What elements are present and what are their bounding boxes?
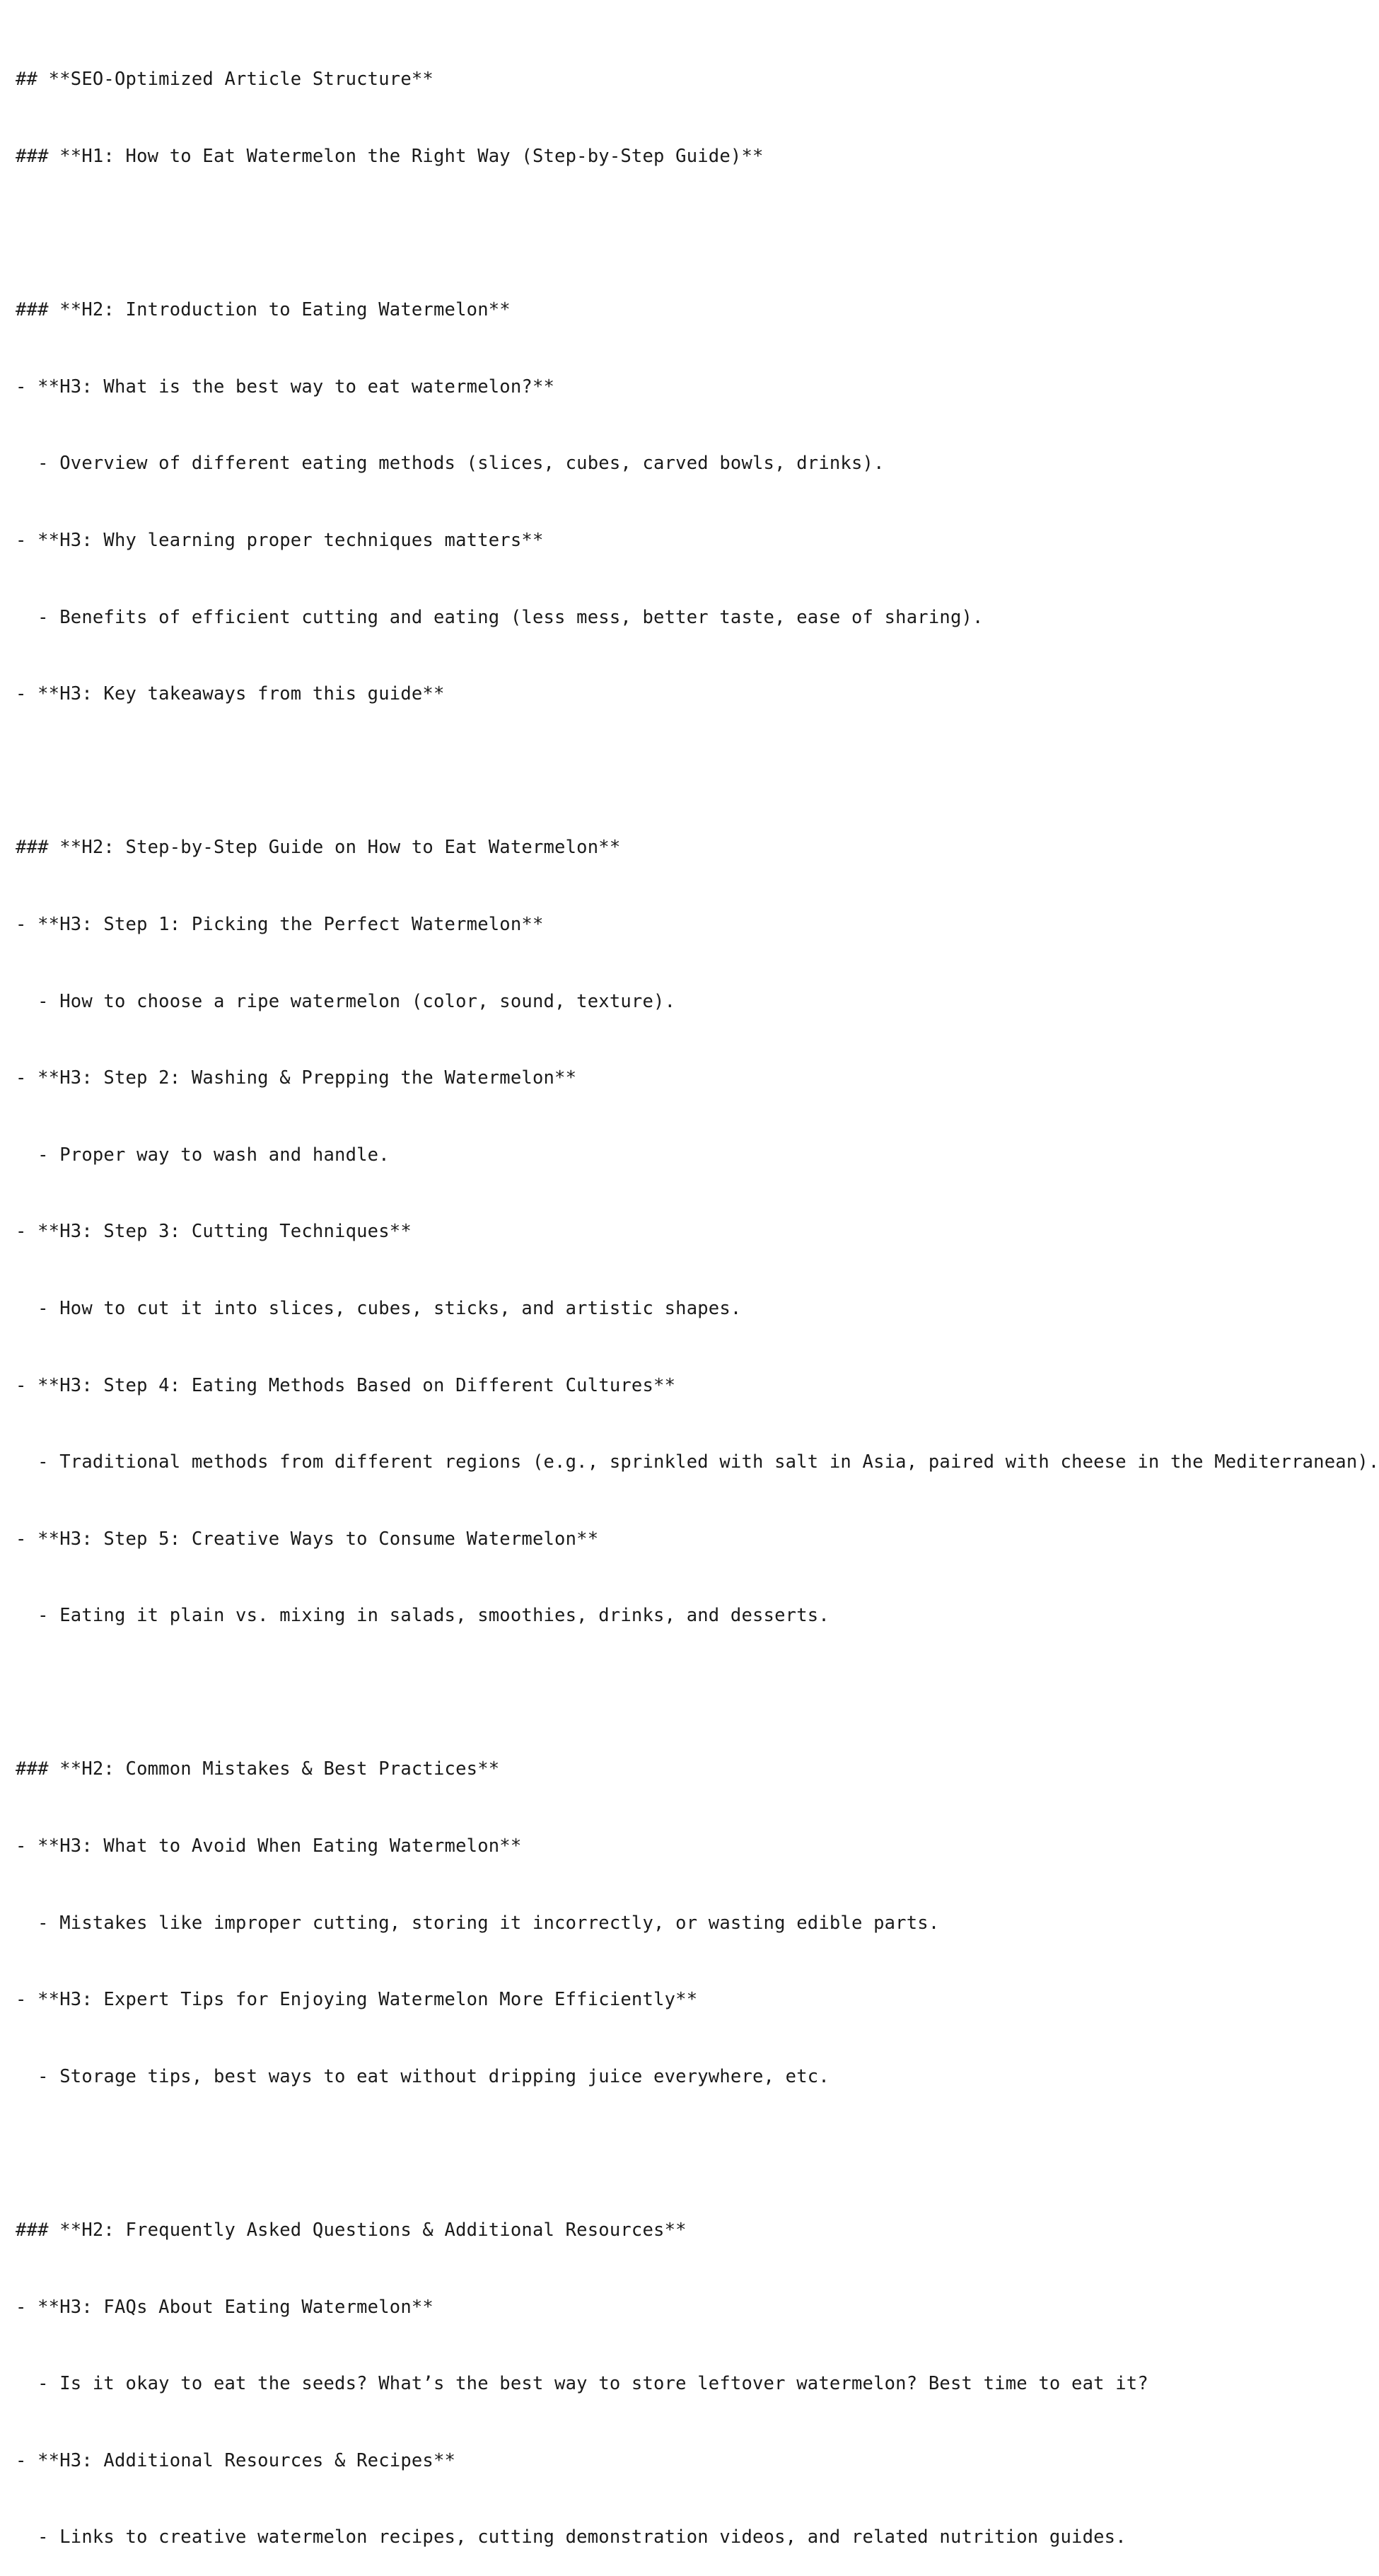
list-subitem: - Storage tips, best ways to eat without dripping juice everywhere, etc.: [16, 2065, 830, 2087]
list-subitem: - Overview of different eating methods (slices, cubes, carved bowls, drinks).: [16, 453, 885, 475]
list-item: - **H3: Step 3: Cutting Techniques**: [16, 1221, 412, 1243]
list-item: - **H3: Step 4: Eating Methods Based on Different Cultures**: [16, 1374, 676, 1396]
list-item: - **H3: Additional Resources & Recipes**: [16, 2449, 456, 2471]
list-item: - **H3: What to Avoid When Eating Watermelon**: [16, 1835, 522, 1857]
heading-line: ## **SEO-Optimized Article Structure**: [16, 69, 434, 91]
list-subitem: - Proper way to wash and handle.: [16, 1144, 390, 1166]
list-item: - **H3: Why learning proper techniques matters**: [16, 529, 544, 551]
list-subitem: - Mistakes like improper cutting, storing it incorrectly, or wasting edible parts.: [16, 1912, 940, 1934]
list-subitem: - How to choose a ripe watermelon (color, sound, texture).: [16, 990, 676, 1012]
heading-line: ### **H2: Frequently Asked Questions & Additional Resources**: [16, 2220, 687, 2241]
list-item: - **H3: Expert Tips for Enjoying Watermelon More Efficiently**: [16, 1989, 698, 2011]
list-item: - **H3: What is the best way to eat watermelon?**: [16, 376, 555, 398]
list-item: - **H3: Key takeaways from this guide**: [16, 683, 445, 705]
heading-line: ### **H2: Introduction to Eating Watermelon**: [16, 299, 511, 321]
list-subitem: - Links to creative watermelon recipes, cutting demonstration videos, and related nutrition guides.: [16, 2526, 1127, 2548]
list-item: - **H3: Step 1: Picking the Perfect Watermelon**: [16, 913, 544, 935]
heading-line: ### **H2: Step-by-Step Guide on How to Eat Watermelon**: [16, 837, 621, 859]
list-subitem: - Eating it plain vs. mixing in salads, smoothies, drinks, and desserts.: [16, 1605, 830, 1627]
list-item: - **H3: FAQs About Eating Watermelon**: [16, 2296, 434, 2318]
blank-line: [16, 221, 1324, 246]
blank-line: [16, 1680, 1324, 1705]
list-subitem: - Is it okay to eat the seeds? What’s the best way to store leftover watermelon? Best time to eat it?: [16, 2373, 1148, 2395]
document-text: [16, 16, 1379, 2576]
list-subitem: - Benefits of efficient cutting and eating (less mess, better taste, ease of sharing).: [16, 606, 984, 628]
list-item: - **H3: Step 5: Creative Ways to Consume Watermelon**: [16, 1528, 599, 1550]
list-subitem: - Traditional methods from different regions (e.g., sprinkled with salt in Asia, paired with cheese in the Mediterranean).: [16, 1451, 1379, 1473]
heading-line: ### **H1: How to Eat Watermelon the Right Way (Step-by-Step Guide)**: [16, 146, 764, 167]
list-subitem: - How to cut it into slices, cubes, sticks, and artistic shapes.: [16, 1297, 742, 1319]
blank-line: [16, 758, 1324, 784]
blank-line: [16, 2140, 1324, 2166]
list-item: - **H3: Step 2: Washing & Prepping the Watermelon**: [16, 1067, 577, 1089]
heading-line: ### **H2: Common Mistakes & Best Practices**: [16, 1758, 500, 1780]
